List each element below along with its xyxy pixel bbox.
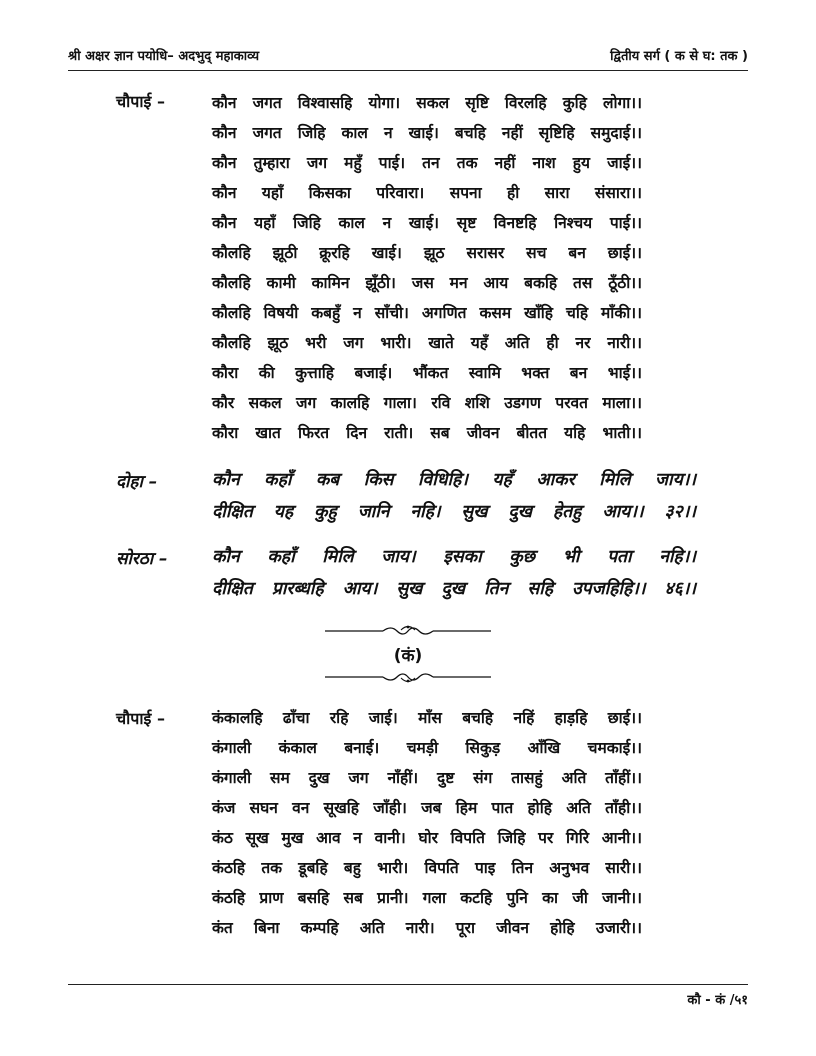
verse-line: कंगाली सम दुख जग नाँहीं। दुष्ट संग तासहुं अति ताँहीं।। <box>212 769 642 787</box>
verse-line: कंगाली कंकाल बनाई। चमड़ी सिकुड़ आँखि चमकाई।। <box>212 739 642 757</box>
verse-line: कौलहि विषयी कबहुँ न साँची। अगणित कसम खाँहि चहि माँकी।। <box>212 304 642 322</box>
verse-line: कौन कहाँ मिलि जाय। इसका कुछ भी पता नहि।। <box>212 547 696 567</box>
verse-line: कौलहि झूठी क्रूरहि खाई। झूठ सरासर सच बन छाई।। <box>212 244 642 262</box>
sortha-verses <box>212 541 696 605</box>
verse-line: कंठहि प्राण बसहि सब प्रानी। गला कटहि पुनि का जी जानी।। <box>212 889 642 907</box>
verse-line: कौरा खात फिरत दिन राती। सब जीवन बीतत यहि भाती।। <box>212 424 642 442</box>
verse-line: कंठहि तक डूबहि बहु भारी। विपति पाइ तिन अनुभव सारी।। <box>212 859 642 877</box>
book-title: श्री अक्षर ज्ञान पयोधि– अदभुद् महाकाव्य <box>68 49 260 64</box>
verse-line: कौन यहाँ जिहि काल न खाई। सृष्ट विनष्टहि निश्चय पाई।। <box>212 214 642 232</box>
verse-line: कंत बिना कम्पहि अति नारी। पूरा जीवन होहि उजारी।। <box>212 919 642 937</box>
chaupai-verses-2 <box>212 703 642 943</box>
ornament-divider-bottom <box>325 670 491 684</box>
chaupai-label-2: चौपाई – <box>116 709 165 728</box>
chaupai-label-1: चौपाई – <box>116 92 165 111</box>
verse-line: दीक्षित यह कुहु जानि नहि। सुख दुख हेतहु आय।। ३२।। <box>212 502 696 522</box>
ornament-divider-top <box>325 624 491 638</box>
verse-line: कौन जगत जिहि काल न खाई। बचहि नहीं सृष्टिहि समुदाई।। <box>212 124 642 142</box>
verse-line: दीक्षित प्रारब्धहि आय। सुख दुख तिन सहि उपजहिहि।। ४६।। <box>212 579 696 599</box>
verse-line: कौलहि झूठ भरी जग भारी। खाते यहँ अति ही नर नारी।। <box>212 334 642 352</box>
verse-line: कौन कहाँ कब किस विधिहि। यहँ आकर मिलि जाय।। <box>212 470 696 490</box>
verse-line: कौन यहाँ किसका परिवारा। सपना ही सारा संसारा।। <box>212 184 642 202</box>
verse-line: कंकालहि ढाँचा रहि जाई। माँस बचहि नहिं हाड़हि छाई।। <box>212 709 642 727</box>
chaupai-verses-1 <box>212 88 642 448</box>
doha-label: दोहा – <box>116 472 158 492</box>
doha-verses <box>212 464 696 528</box>
chapter-title: द्वितीय सर्ग ( क से घ: तक ) <box>610 49 748 64</box>
sortha-label: सोरठा – <box>116 549 168 569</box>
page-number: कौ - कं /५१ <box>687 993 748 1008</box>
verse-line: कौन तुम्हारा जग महुँ पाई। तन तक नहीं नाश हुय जाई।। <box>212 154 642 172</box>
verse-line: कंज सघन वन सूखहि जाँही। जब हिम पात होहि अति ताँही।। <box>212 799 642 817</box>
verse-line: कौर सकल जग कालहि गाला। रवि शशि उडगण परवत माला।। <box>212 394 642 412</box>
page-header <box>68 46 748 71</box>
verse-line: कंठ सूख मुख आव न वानी। घोर विपति जिहि पर गिरि आनी।। <box>212 829 642 847</box>
verse-line: कौरा की कुत्ताहि बजाई। भौंकत स्वामि भक्त बन भाई।। <box>212 364 642 382</box>
footer-rule <box>68 984 748 985</box>
verse-line: कौन जगत विश्वासहि योगा। सकल सृष्टि विरलहि कुहि लोगा।। <box>212 94 642 112</box>
section-heading: (कं) <box>393 646 423 666</box>
verse-line: कौलहि कामी कामिन झूँठी। जस मन आय बकहि तस ठूँठी।। <box>212 274 642 292</box>
